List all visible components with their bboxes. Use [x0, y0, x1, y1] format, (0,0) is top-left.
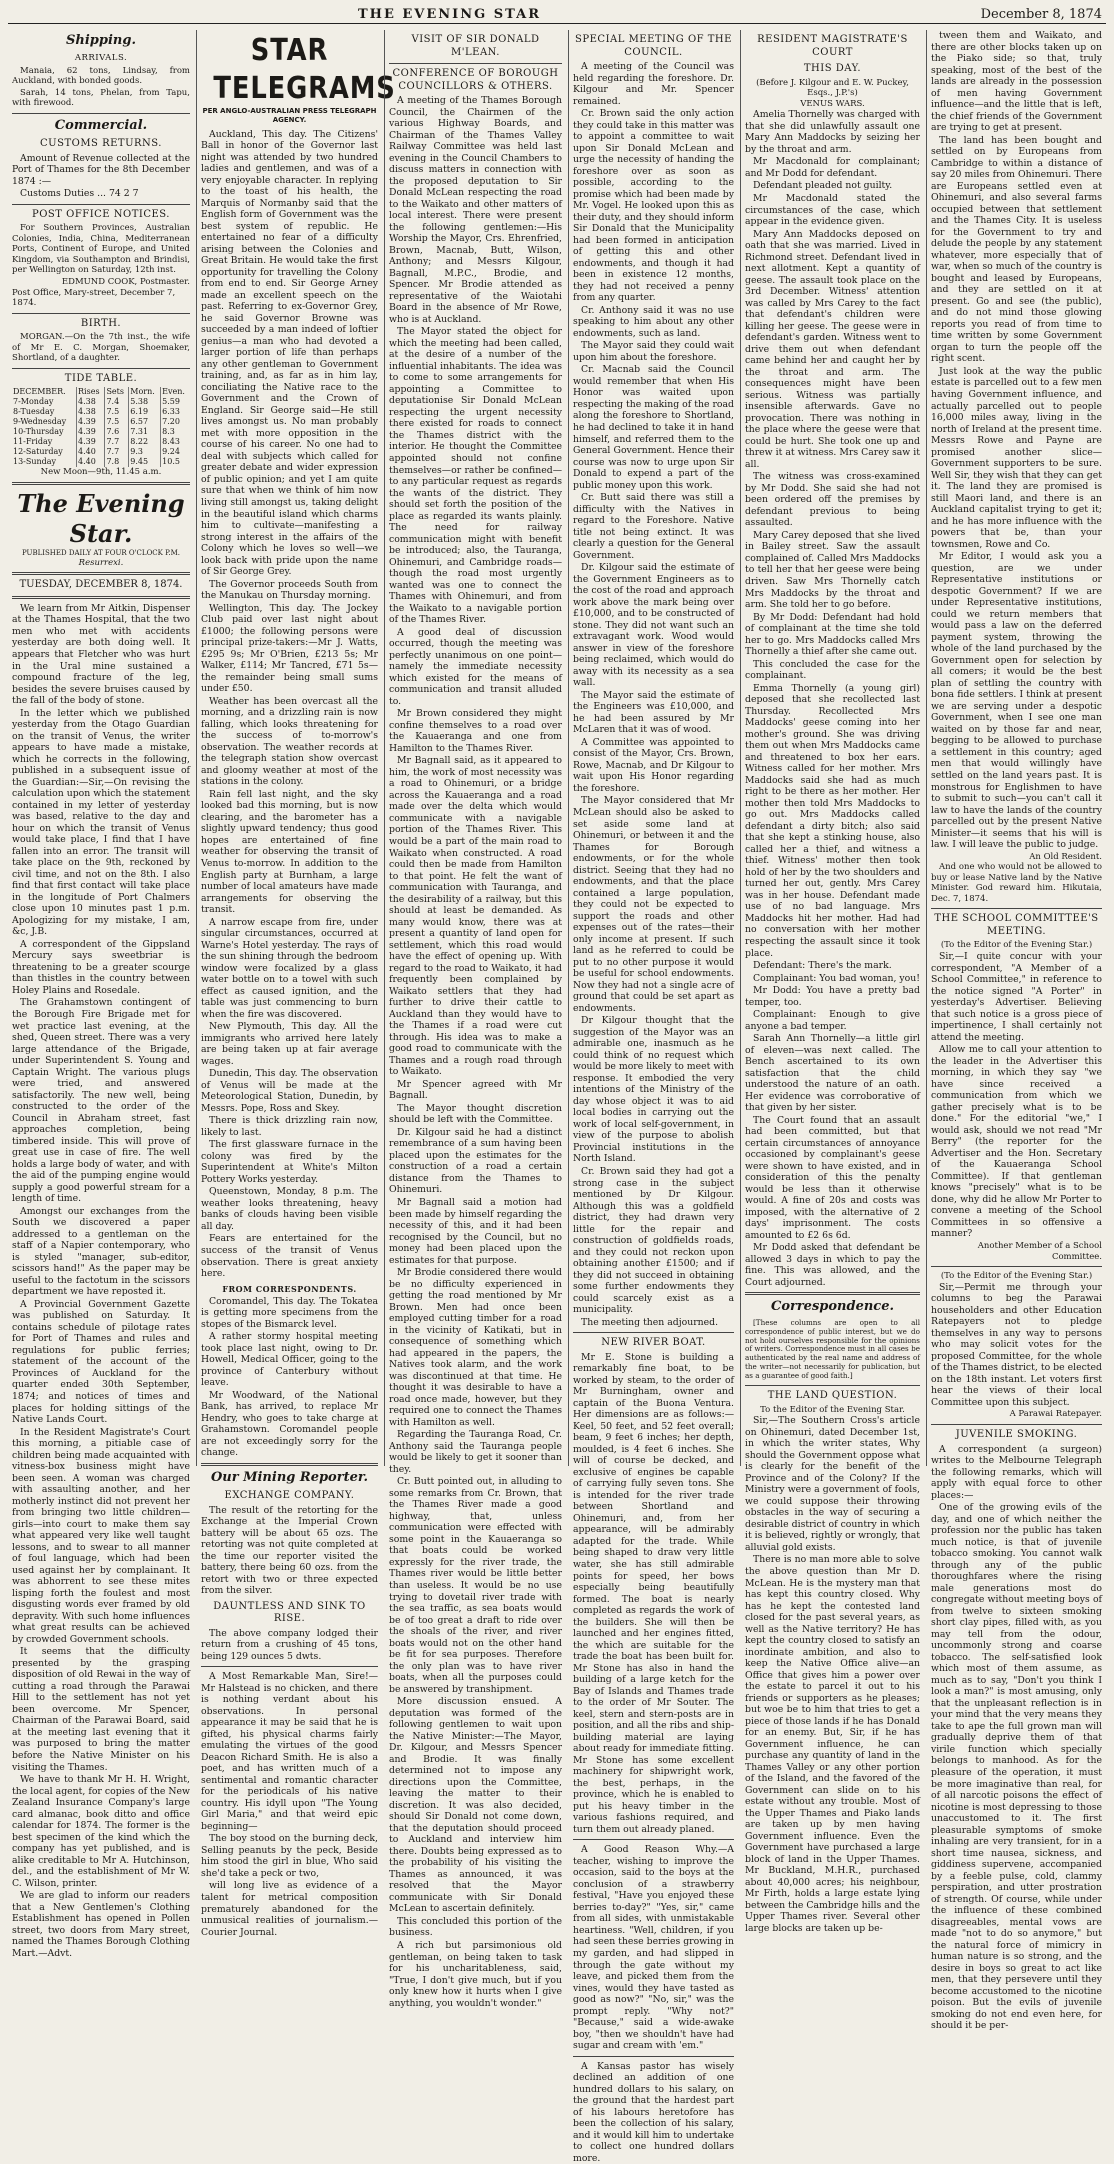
- paragraph: In the Resident Magistrate's Court this morning, a pitiable case of children being made acquainted with vitness-box business might have been seen. A woman was charged with assaulting another, and her motherly instinct did not prevent her from bringing two little children—girls—into court to make them say what appeared very like well taught lessons, and to swear to all manner of foul language, which had been used against her by complainant. It was abhorrent to see these mites lisping forth the foulest and most disgusting words ever framed by old depravity. With such home influences what great results can be achieved by crowded Government schools.: [12, 1426, 190, 1645]
- paragraph: A correspondent (a surgeon) writes to the Melbourne Telegraph the following remarks, which will apply with equal force to other places:—: [931, 1443, 1102, 1501]
- telegrams-title: STAR TELEGRAMS: [213, 33, 396, 106]
- paragraph: Allow me to call your attention to the leader in the Advertiser this morning, in which they say "we have since received a communication from which we gather precisely what is to be done." For the editorial "we," I would ask, should we not read "Mr Berry" (the reporter for the Advertiser and the Hon. Secretary of the Kauaeranga School Committee). If that gentleman knows "precisely" what is to be done, why did he allow Mr Porter to convene a meeting of the School Committees in so offensive a manner?: [931, 1044, 1102, 1240]
- paragraph: The Mayor stated the object for which the meeting had been called, at the desire of a number of the influential inhabitants. The idea was to come to some arrangements for appointing a Committee to deputationise Sir Donald McLean respecting the urgent necessity there existed for roads to connect the Thames district with the interior. He thought the Committee appointed should not confine themselves—or rather be confined—to any particular request as regards the wants of the district. They should set forth the position of the place as regarded its wants plainly. The need for railway communication might with benefit be introduced; also, the Tauranga, Ohinemuri, and Cambridge roads—though the road most urgently wanted was one to connect the Thames with Ohinemuri, and from the Waikato to a navigable portion of the Thames River.: [389, 326, 562, 626]
- tide-cell: 5.38: [129, 397, 161, 407]
- paragraph: Mr Bagnall said, as it appeared to him, the work of most necessity was a road to Ohinemuri, or a bridge across the Kauaeranga and a road made over the delta which would communicate with a navigable portion of the Thames River. This would be a part of the main road to Waikato when constructed. A road could then be made from Hamilton to that point. He felt the want of communication with Tauranga, and the desirability of a railway, but this should at least be demanded. As many would know, there was at present a quantity of land open for settlement, which this road would have the effect of opening up. With regard to the road to Waikato, it had frequently been complained by Waikato settlers that they had further to drive their cattle to Auckland than they would have to the Thames if a road were cut through. His idea was to make a good road to communicate with the Thames and a rough road through to Waikato.: [389, 755, 562, 1078]
- paragraph: Dunedin, This day. The observation of Venus will be made at the Meteorological Station, Dunedin, by Messrs. Pope, Ross and Skey.: [201, 1068, 378, 1114]
- paragraph: It seems that the difficulty presented by the grasping disposition of old Rewai in the way of cutting a road through the Parawai Hill to the settlement has not yet been overcome. Mr Spencer, Chairman of the Parawai Board, said at the meeting last evening that it was purposed to bring the matter before the Native Minister on his visiting the Thames.: [12, 1646, 190, 1773]
- paragraph: Defendant pleaded not guilty.: [753, 180, 893, 192]
- tide-title: TIDE TABLE.: [64, 372, 138, 384]
- tide-row: [12, 437, 190, 447]
- birth-title: BIRTH.: [80, 317, 122, 329]
- tide-cell: 5.59: [161, 397, 190, 407]
- tide-cell: 8-Tuesday: [13, 407, 55, 417]
- paragraph: Complainant: Enough to give anyone a bad temper.: [745, 1009, 920, 1032]
- land-head: THE LAND QUESTION.: [767, 1390, 898, 1402]
- paragraph: Mr Brodie considered there would be no difficulty experienced in getting the road mentioned by Mr Brown. Men had once been employed cutting timber for a road in the vicinity of Katikati, but in consequence of something which had appeared in the papers, the Natives took alarm, and the work was discontinued at that time. He thought it was desirable to have a road once made, however, but they required one to connect the Thames with Hamilton as well.: [389, 1267, 562, 1428]
- arrival-item: Manaia, 62 tons, Lindsay, from Auckland, with bonded goods.: [12, 65, 190, 87]
- paragraph: A correspondent of the Gippsland Mercury says sweetbriar is threatening to be a greater scourge than thistles in the country between Holey Plains and Rosedale.: [12, 938, 190, 996]
- tide-cell: 7.7: [105, 437, 129, 447]
- agency-note: PER ANGLO-AUSTRALIAN PRESS TELEGRAPH AGENCY.: [202, 107, 377, 124]
- paragraph: Cr. Macnab said the Council would remember that when His Honor was waited upon respecting the making of the road along the foreshore to Shortland, he had declined to take it in hand himself, and referred them to the General Government. Hence their course was now to urge upon Sir Donald to expend a part of the public money upon this work.: [573, 364, 734, 491]
- tide-cell: 6.57: [129, 417, 161, 427]
- disclaimer: [These columns are open to all correspondence of public interest, but we do not hold ourselves responsible for the opinions of writers. Correspondence must in all cases be authenticated by the real name and address of the writer—not necessarily for publication, but as a guarantee of good faith.]: [745, 1317, 920, 1381]
- paragraph: The meeting then adjourned.: [581, 1316, 719, 1328]
- paragraph: We learn from Mr Aitkin, Dispenser at the Thames Hospital, that the two men who met with accidents yesterday are both doing well. It appears that Fletcher who was hurt in the Ural mine sustained a compound fracture of the leg, besides the severe bruises caused by the fall of the body of stone.: [12, 602, 190, 707]
- arrival-item: Sarah, 14 tons, Phelan, from Tapu, with firewood.: [12, 87, 190, 109]
- column-4: [568, 30, 738, 2164]
- signature: Another Member of a School Committee.: [977, 1240, 1102, 1262]
- good-reason-text: A Good Reason Why.—A teacher, wishing to improve the occasion, said to the boys at the conclusion of a strawberry festival, "Have you enjoyed these berries to-day?" "Yes, sir," came from all sides, with unmistakable heartiness. "Well, children, if you had seen these berries growing in my garden, and had slipped in through the gate without my leave, and picked them from the vines, would they have tasted as good as now?" "No, sir," was the prompt reply. "Why not?" "Because," said a wide-awake boy, "then we shouldn't have had sugar and cream with 'em.": [573, 1844, 734, 2052]
- kansas-text: A Kansas pastor has wisely declined an addition of one hundred dollars to his salary, on the ground that the hardest part of his labours heretofore has been the collection of his salary, and it would kill him to undertake to collect one hundred dollars more.: [573, 2060, 734, 2164]
- tide-row: [12, 397, 190, 407]
- tide-head-row: [12, 387, 190, 397]
- column-3: [384, 30, 566, 2009]
- juvenile-head: JUVENILE SMOKING.: [955, 1429, 1078, 1441]
- paragraph: Complainant: You bad woman, you!: [753, 972, 920, 984]
- paragraph: The first glassware furnace in the colony was fired by the Superintendent at White's Milton Pottery Works yesterday.: [201, 1139, 378, 1185]
- paragraph: The boy stood on the burning deck, Selling peanuts by the peck, Beside him stood the girl in blue, Who said she'd take a peck or two,: [201, 1833, 378, 1879]
- tide-cell: 8.3: [161, 427, 190, 437]
- col1-body: [12, 603, 190, 1959]
- school2-to: (To the Editor of the Evening Star.): [940, 1271, 1093, 1282]
- paragraph: Sir,—The Southern Cross's article on Ohinemuri, dated December 1st, in which the writer states, Why should the Government oppose what is clearly for the benefit of the Province and of the Colony? If the Ministry were a government of fools, we could suppose their throwing obstacles in the way of securing a desirable district of country in which it is believed, rightly or wrongly, that alluvial gold exists.: [745, 1415, 920, 1553]
- exchange-head: EXCHANGE COMPANY.: [224, 1490, 355, 1502]
- col5-land: [745, 1415, 920, 1934]
- paragraph: Dr Kilgour thought that the suggestion of the Mayor was an admirable one, inasmuch as he could think of no request which would be more likely to meet with response. It embodied the very intentions of the Ministry of the day whose object it was to aid local bodies in carrying out the work of local self-government, in view of the purpose to abolish Provincial institutions in the North Island.: [573, 1015, 734, 1165]
- customs-line: Customs Duties ... 74 2 7: [20, 188, 139, 200]
- paragraph: Amelia Thornelly was charged with that she did unlawfully assault one Mary Ann Maddocks by seizing her by the throat and arm.: [745, 109, 920, 155]
- paragraph: This concluded the case for the complainant.: [745, 658, 920, 682]
- paragraph: Mr Macdonald for complainant; and Mr Dodd for defendant.: [745, 156, 920, 179]
- tide-cell: 7.5: [105, 407, 129, 417]
- dauntless-text: The above company lodged their return from a crushing of 45 tons, being 129 ounces 5 dwts.: [201, 1627, 378, 1662]
- boat-text: Mr E. Stone is building a remarkably fine boat, to be worked by steam, to the order of Mr Burningham, owner and captain of the Buona Ventura. Her dimensions are as follows:—Keel, 50 feet, and 52 feet overall; beam, 9 feet 6 inches; her depth, moulded, is 4 feet 6 inches. She will of course be decked, and exclusive of engines be capable of carrying fully seven tons. She is intended for the river trade between Shortland and Ohinemuri, and, from her appearance, will be admirably adapted for the trade. While being shaped to draw very little water, she has still admirable points for speed, her bows especially being beautifully formed. The boat is nearly completed as regards the work of the builders. She will then be launched and her engines fitted, the which are suitable for the trade the boat has been built for. Mr Stone has also in hand the building of a large ketch for the Bay of Islands and Thames trade to the order of Mr Souter. The keel, stern and stern-posts are in position, and all the ribs and ship-building material are laying about ready for immediate fitting. Mr Stone has some excellent machinery for shipwright work, the best, perhaps, in the province, which he is enabled to put his heavy timber in the various fashions required, and turn them out already planed.: [573, 1351, 734, 1835]
- after-signature: And one who would not be allowed to buy or lease Native land by the Native Minister. God reward him. Hikutaia, Dec. 7, 1874.: [931, 862, 1102, 904]
- col6-juv: [931, 1444, 1102, 2032]
- paragraph: A rather stormy hospital meeting took place last night, owing to Dr. Howell, Medical Officer, going to the province of Canterbury without leave.: [201, 1331, 378, 1389]
- column-6: [926, 30, 1106, 2032]
- tide-cell: 7.4: [105, 397, 129, 407]
- motto: Resurrexi.: [78, 557, 124, 568]
- tide-cell: 9.24: [161, 447, 190, 457]
- tide-cell: 6.19: [129, 407, 161, 417]
- paragraph: A narrow escape from fire, under singular circumstances, occurred at Warne's Hotel yesterday. The rays of the sun shining through the bedroom window were focalized by a glass water bottle on to a towel with such effect as caused ignition, and the table was just commencing to burn when the fire was discovered.: [201, 916, 378, 1020]
- tide-cell: 9.45: [129, 457, 161, 467]
- tide-cell: 4.38: [77, 397, 105, 407]
- paragraph: Mr Editor, I would ask you a question, are we under Representative institutions or despotic Government? If we are under Representative institutions, could we return members that would pass a law on the deferred payment system, throwing the whole of the land purchased by the Government open for selection by all comers; it would be the best plan of settling the country with bona fide settlers. I think at present we are serving under a despotic Government, when I see one man waited on by those far and near, begging to be allowed to purchase a settlement in this country; aged men that would willingly have settled on the land years past. It is monstrous for Englishmen to have to submit to such—you can't call it law to have the lands of the country parcelled out by the present Native Minister—it seems that his will is law. I will leave the public to judge.: [931, 551, 1102, 851]
- col4-body: [573, 61, 734, 1328]
- paragraph: The Mayor thought discretion should be left with the Committee.: [389, 1102, 562, 1126]
- court-before: (Before J. Kilgour and E. W. Puckey, Esqs., J.P.'s): [756, 77, 909, 99]
- paragraph: Mary Ann Maddocks deposed on oath that she was married. Lived in Richmond street. Defendant lived in next allotment. Kept a quantity of geese. The assault took place on the 3rd December. Witness' attention was called by Mrs Carey to the fact that defendant's children were killing her geese. The geese were in defendant's garden. Witness went to drive them out when defendant came behind her and caught her by the throat and arm. The consequences might have been serious. Witness was partially insensible afterwards. Gave no provocation. There was nothing in the place where the geese were that could be hurt. She took one up and threw it at witness. Mrs Carey saw it all.: [745, 228, 920, 470]
- tide-cell: 4.40: [77, 447, 105, 457]
- tide-cell: 4.39: [77, 417, 105, 427]
- exchange-text: The result of the retorting for the Exchange at the Imperial Crown battery will be about 65 ozs. The retorting was not quite completed at the time our reporter visited the battery, there being 60 ozs. from the retort with two or three expected from the silver.: [201, 1504, 378, 1597]
- col5-body: [745, 109, 920, 1288]
- paragraph: Cr. Anthony said it was no use speaking to him about any other endowments, such as land.: [573, 304, 734, 339]
- post-text: For Southern Provinces, Australian Colonies, India, China, Mediterranean Ports, Continent of Europe, and United Kingdom, via Southampton and Brindisi, per Wellington on Saturday, 12th inst.: [12, 223, 190, 276]
- tide-cell: 10.5: [161, 457, 190, 467]
- paragraph: Mr Brown considered they might confine themselves to a road over the Kauaeranga and one from Hamilton to the Thames River.: [389, 708, 562, 754]
- corr-head: FROM CORRESPONDENTS.: [222, 1283, 357, 1294]
- commercial-title: Commercial.: [54, 118, 148, 133]
- conference-head: CONFERENCE OF BOROUGH COUNCILLORS & OTHERS.: [392, 68, 559, 92]
- tide-cell: 7.20: [161, 417, 190, 427]
- signature: An Old Resident.: [1029, 851, 1102, 862]
- school-head: THE SCHOOL COMMITTEE'S MEETING.: [934, 913, 1099, 937]
- column-5: [740, 30, 924, 1934]
- paragraph: A Provincial Government Gazette was published on Saturday. It contains schedule of pilotage rates for Port of Thames and rules and regulations for public ferries; statement of the account of the Provinces of Auckland for the quarter ended 30th September, 1874; and notices of times and places for holding sittings of the Native Lands Court.: [12, 1298, 190, 1426]
- published-note: PUBLISHED DAILY AT FOUR O'CLOCK P.M.: [21, 549, 181, 558]
- tide-row: [12, 427, 190, 437]
- tide-cell: 9.3: [129, 447, 161, 457]
- tide-cell: 4.39: [77, 427, 105, 437]
- tide-head-cell: Rises: [77, 387, 105, 397]
- paragraph: More discussion ensued. A deputation was formed of the following gentlemen to wait upon the Native Minister:—The Mayor, Dr. Kilgour, and Messrs Spencer and Brodie. It was finally determined not to impose any directions upon the Committee, leaving the matter to their discretion. It was also decided, should Sir Donald not come down, that the deputation should proceed to Auckland and interview him there. Doubts being expressed as to the probability of his visiting the Thames as announced, it was resolved that the Mayor communicate with Sir Donald McLean to ascertain definitely.: [389, 1696, 562, 1915]
- paragraph: The Grahamstown contingent of the Borough Fire Brigade met for wet practice last evening, at the shed, Queen street. There was a very large attendance of the Brigade, under Superintendent S. Young and Captain Wright. The various plugs were tried, and answered satisfactorily. The new well, being constructed to the order of the Council in Abraham street, fast approaches completion, being timbered inside. This will prove of great use in case of fire. The well holds a large body of water, and with the aid of the pumping engine would supply a good powerful stream for a length of time.: [12, 997, 190, 1205]
- paragraph: The Court found that an assault had been committed, but that certain circumstances of annoyance occasioned by complainant's geese were shown to have existed, and in consideration of this the penalty would be less than it otherwise would. A fine of 20s and costs was imposed, with the alternative of 2 days' imprisonment. The costs amounted to £2 6s 6d.: [745, 1114, 920, 1241]
- running-date: December 8, 1874: [980, 7, 1102, 22]
- tide-row: [12, 447, 190, 457]
- tide-row: [12, 417, 190, 427]
- paragraph: One of the growing evils of the day, and one of which neither the profession nor the public has taken much notice, is that of juvenile tobacco smoking. You cannot walk through any of the public thoroughfares where the rising male generations most do congregate without meeting boys of from twelve to sixteen smoking short clay pipes, filled with, as you may tell from the odour, uncommonly strong and coarse tobacco. The self-satisfied look which most of them assume, as much as to say, "Don't you think I look a man?" is most amusing, only that the unpleasant reflection is in your mind that the very means they take to ape the full grown man will gradually deprive them of that virile function which specially belongs to manhood. As for the pleasure of the operation, it must be more imaginative than real, for of all narcotic poisons the effect of nicotine is most depressing to those unaccustomed to it. The first pleasurable symptoms of smoke inhaling are very transient, for in a short time nausea, sickness, and giddiness supervene, accompanied by a feeble pulse, cold, clammy perspiration, and utter prostration of strength. Of course, while under the influence of these combined disagreeables, mental vows are made "not to do so anymore," but the natural force of mimicry in human nature is so strong, and the desire in boys so great to act like men, that they persevere until they become accustomed to the nicotine poison. But the evils of juvenile smoking do not end even here, for should it be per-: [931, 1502, 1102, 2032]
- paragraph: Queenstown, Monday, 8 p.m. The weather looks threatening, heavy banks of clouds having been visible all day.: [201, 1186, 378, 1232]
- tide-cell: 11-Friday: [13, 437, 53, 447]
- customs-title: CUSTOMS RETURNS.: [40, 138, 162, 150]
- tide-head-cell: DECEMBER.: [13, 387, 66, 397]
- signature: A Parawai Ratepayer.: [1009, 1409, 1102, 1420]
- post-sign: EDMUND COOK, Postmaster.: [61, 276, 190, 287]
- paragraph: will long live as evidence of a talent for metrical composition prematurely abandoned for the unmusical realities of journalism.—Courier Journal.: [201, 1880, 378, 1938]
- paragraph: Fears are entertained for the success of the transit of Venus observation. There is great anxiety here.: [201, 1233, 378, 1280]
- paragraph: The Mayor said they could wait upon him about the foreshore.: [573, 340, 734, 363]
- tide-cell: 10-Thursday: [13, 427, 64, 437]
- paragraph: tween them and Waikato, and there are other blocks taken up on the Piako side; so that, truly speaking, most of the best of the lands are already in the possession of men having Government influence—and the little that is left, the chief friends of the Government are trying to get at present.: [931, 30, 1102, 134]
- paragraph: The Mayor said the estimate of the Engineers was £10,000, and he had been assured by Mr McLaren that it was of wood.: [573, 689, 734, 736]
- tide-cell: 8.22: [129, 437, 161, 447]
- paragraph: A Committee was appointed to consist of the Mayor, Crs. Brown, Rowe, Macnab, and Dr Kilgour to wait upon His Honor regarding the foreshore.: [573, 736, 734, 794]
- dateline: TUESDAY, DECEMBER 8, 1874.: [19, 579, 183, 591]
- column-1: [8, 30, 194, 1959]
- special-meeting-head: SPECIAL MEETING OF THE COUNCIL.: [575, 34, 732, 58]
- paragraph: Just look at the way the public estate is parcelled out to a few men having Government influence, and actually parcelled out to people 16,000 miles away, living in the north of Ireland at the present time. Messrs Rowe and Payne are promised another slice—Government supporters to be sure. Well Sir, they wish that they can get it. The land they are promised is still Maori land, and there is an Auckland capitalist trying to get it; and he has more influence with the powers that be, than your townsmen, Rowe and Co.: [931, 365, 1102, 550]
- paragraph: Cr. Butt said there was still a difficulty with the Natives in regard to the Foreshore. Native title not being extinct. It was clearly a question for the General Government.: [573, 492, 734, 561]
- venus-wars: VENUS WARS.: [800, 98, 865, 109]
- tide-cell: 12-Saturday: [13, 447, 63, 457]
- tide-row: [12, 407, 190, 417]
- paragraph: A Most Remarkable Man, Sire!—Mr Halstead is no chicken, and there is nothing verdant about his observations. In personal appearance it may be said that he is gifted, his physical charms fairly emulating the virtues of the good Deacon Richard Smith. He is also a poet, and has written much of a sentimental and romantic character for the periodicals of his native country. His idyll upon "The Young Girl Maria," and that weird epic beginning—: [201, 1671, 378, 1832]
- mining-title: Our Mining Reporter.: [210, 1469, 369, 1485]
- paragraph: Weather has been overcast all the morning, and a drizzling rain is now falling, which looks threatening for the success of to-morrow's observation. The weather records at the telegraph station show overcast and gloomy weather at most of the stations in the colony.: [201, 695, 378, 788]
- post-title: POST OFFICE NOTICES.: [32, 208, 170, 220]
- paper-title: The Evening Star.: [17, 489, 185, 549]
- tide-cell: 8.43: [161, 437, 190, 447]
- paragraph: A meeting of the Thames Borough Council, the Chairmen of the various Highway Boards, and Chairman of the Thames Valley Railway Committee was held last evening in the Council Chambers to discuss matters in connection with the proposed deputation to Sir Donald McLean respecting the road to the Waikato and other matters of local interest. There were present the following gentlemen:—His Worship the Mayor, Crs. Ehrenfried, Brown, Macnab, Butt, Wilson, Anthony; and Messrs Kilgour, Bagnall, M.P.C., Brodie, and Spencer. Mr Brodie attended as representative of the Waiotahi Board in the absence of Mr Rowe, who is at Auckland.: [389, 95, 562, 325]
- paragraph: The witness was cross-examined by Mr Dodd. She said she had not been ordered off the premises by defendant previous to being assaulted.: [745, 471, 920, 529]
- tide-head-cell: Even.: [161, 387, 190, 397]
- school2-text: Sir,—Permit me through your columns to beg the Parawai householders and other Education Ratepayers not to pledge themselves in any way to persons who may solicit votes for the proposed Committee, for the whole of the Thames district, to be elected on the 18th instant. Let voters first hear the views of their local Committee upon this subject.: [931, 1281, 1102, 1408]
- col2-corr: [201, 1296, 378, 1459]
- paragraph: There is thick drizzling rain now, likely to last.: [201, 1115, 378, 1138]
- tide-cell: 7-Monday: [13, 397, 54, 407]
- col6-body: [931, 30, 1102, 851]
- paragraph: Emma Thornelly (a young girl) deposed that she recollected last Thursday. Recollected Mrs Maddocks' geese coming into her mother's ground. She was driving them out when Mrs Maddocks came and threatened to box her ears. Witness called for her mother. Mrs Maddocks said she had as much right to be there as her mother. Her mother then told Mrs Maddocks to go out. Mrs Maddocks called defendant a dirty bitch; also said that she kept a stinking house, also called her a thief, and witness a thief. Witness' mother then took hold of her by the two shoulders and turned her out, gently. Mrs Carey was in her house. Defendant made use of no bad language. Mrs Maddocks hit her mother. Had had no conversation with her mother respecting the assault since it took place.: [745, 682, 920, 959]
- paragraph: Defendant: There's the mark.: [753, 960, 892, 972]
- tide-cell: 4.38: [77, 407, 105, 417]
- birth-text: MORGAN.—On the 7th inst., the wife of Mr E. C. Morgan, Shoemaker, Shortland, of a daughter.: [12, 332, 190, 364]
- paragraph: Auckland, This day. The Citizens' Ball in honor of the Governor last night was attended by two hundred ladies and gentlemen, and was of a very enjoyable character. In replying to the toast of his health, the Marquis of Normanby said that the English form of Government was the best system of republic. He entertained no fear of a difficulty arising between the Colonies and Great Britain. He would take the first opportunity for travelling the Colony from end to end. Sir George Arney made an excellent speech on the past. Referring to ex-Governor Grey, he said Governor Browne was succeeded by a man indeed of loftier genius—a man who had devoted a larger portion of life than perhaps any other gentleman to Government training, and, as far as in him lay, conciliating the Native race to the Government and the Crown of England. Sir George said—He still lives amongst us. No man probably met with more opposition in the course of his career. No one had to deal with subjects which called for greater debate and wider expression of public opinion; and yet I am quite sure that when we think of him now living still amongst us, taking delight in the beautiful island which charms him to cultivate—manifesting a strong interest in the affairs of the Colony which he loves so well—we look back with pride upon the name of Sir George Grey.: [201, 128, 378, 578]
- paragraph: Dr. Kilgour said he had a distinct remembrance of a sum having been placed upon the estimates for the construction of a road a certain distance from the Thames to Ohinemuri.: [389, 1126, 562, 1196]
- arrivals-label: ARRIVALS.: [74, 53, 128, 64]
- paragraph: Wellington, This day. The Jockey Club paid over last night about £1000; the following persons were principal prize-takers:—Mr J. Watts, £295 9s; Mr O'Brien, £213 5s; Mr Walker, £114; Mr Tancred, £71 5s—the remainder being small sums under £50.: [201, 602, 378, 695]
- tide-head-cell: Sets: [105, 387, 129, 397]
- tide-cell: 4.39: [77, 437, 105, 447]
- paragraph: A good deal of discussion occurred, though the meeting was perfectly unanimous on one point—namely the immediate necessity which existed for the means of communication and transit alluded to.: [389, 626, 562, 707]
- post-office: Post Office, Mary-street, December 7, 1874.: [12, 287, 176, 309]
- tide-head-cell: Morn.: [129, 387, 161, 397]
- visit-head: VISIT OF SIR DONALD M'LEAN.: [411, 34, 540, 58]
- paragraph: Mary Carey deposed that she lived in Bailey street. Saw the assault complained of. Called Mrs Maddocks to tell her that her geese were being driven. Saw Mrs Thornelly catch Mrs Maddocks by the throat and arm. She told her to go before.: [745, 529, 920, 611]
- shipping-title: Shipping.: [66, 33, 136, 48]
- paragraph: Coromandel, This day. The Tokatea is getting more specimens from the stopes of the Bismarck level.: [201, 1295, 378, 1330]
- tide-cell: 9-Wednesday: [13, 417, 67, 427]
- paragraph: Mr Dodd asked that defendant be allowed 3 days in which to pay the fine. This was allowed, and the Court adjourned.: [745, 1242, 920, 1288]
- paragraph: Mr Spencer agreed with Mr Bagnall.: [389, 1078, 562, 1102]
- tide-cell: 7.6: [105, 427, 129, 437]
- paragraph: A meeting of the Council was held regarding the foreshore. Dr. Kilgour and Mr. Spencer remained.: [573, 61, 734, 107]
- paragraph: Rain fell last night, and the sky looked bad this morning, but is now clearing, and the barometer has a slightly upward tendency; thus good hopes are entertained of fine weather for observing the transit of Venus to-morrow. In addition to the English party at Burnham, a large number of local amateurs have made arrangements for observing the transit.: [201, 788, 378, 916]
- paragraph: Amongst our exchanges from the South we discovered a paper addressed to a gentleman on the staff of a Napier contemporary, who is styled "manager, sub-editor, scissors hand!" As the paper may be useful to the factotum in the scissors department we have reposted it.: [12, 1205, 190, 1298]
- paragraph: Mr Macdonald stated the circumstances of the case, which appear in the evidence given.: [745, 192, 920, 228]
- school-to: (To the Editor of the Evening Star.): [940, 940, 1093, 951]
- paragraph: Mr Woodward, of the National Bank, has arrived, to replace Mr Hendry, who goes to take charge at Grahamstown. Coromandel people are not exceedingly sorry for the change.: [201, 1389, 378, 1459]
- paragraph: Mr Dodd: You have a pretty bad temper, too.: [745, 985, 920, 1008]
- tide-cell: 6.33: [161, 407, 190, 417]
- tide-row: [12, 457, 190, 467]
- paragraph: There is no man more able to solve the above question than Mr D. McLean. He is the mystery man that has kept this country closed. Why has he kept the contested land closed for the past several years, as well as the Native territory? He has kept the country closed to satisfy an inordinate ambition, and also to keep the Native Office alive—an Office that gives him a power over the estate to parcel it out to his friends or supporters as he pleases; but woe be to him that tries to get a piece of those lands if he has Donald for an enemy. But, Sir, if he has Government influence, he can purchase any quantity of land in the Thames Valley or any other portion of the Island, and the favored of the Government can slide on to his estate without any trouble. Most of the Upper Thames and Piako lands are taken up by men having Government influence. Even the Government have purchased a large block of land in the Upper Thames. Mr Buckland, M.H.R., purchased about 40,000 acres; his neighbour, Mr Firth, holds a large estate lying between the Cambridge hills and the Upper Thames river. Several other large blocks are taken up be-: [745, 1554, 920, 1934]
- land-to: To the Editor of the Evening Star.: [760, 1404, 905, 1415]
- paragraph: By Mr Dodd: Defendant had hold of complainant at the time she told her to go. Mrs Maddocks called Mrs Thornelly a thief after she came out.: [745, 611, 920, 658]
- correspondence-title: Correspondence.: [770, 1299, 895, 1315]
- paragraph: The land has been bought and settled on by Europeans from Cambridge to within a distance of say 20 miles from Ohinemuri. There are Europeans settled even at Ohinemuri, and also several farms occupied between that settlement and the Thames City. It is useless for the Government to try and delude the people by any statement whatever, more especially that of war, when so much of the country is bought and leased by Europeans, and they are settled on it at present. Go and see (the public), and do not mind those glowing reports you read of from time to time written by some Government organ to turn the people off the right scent.: [931, 134, 1102, 365]
- court-head: RESIDENT MAGISTRATE'S COURT: [757, 34, 908, 58]
- col3-body: [389, 95, 562, 2009]
- tide-cell: 13-Sunday: [13, 457, 57, 467]
- customs-text: Amount of Revenue collected at the Port of Thames for the 8th December 1874 :—: [12, 152, 190, 187]
- dauntless-head: DAUNTLESS AND SINK TO RISE.: [213, 1600, 366, 1625]
- paragraph: Cr. Brown said they had got a strong case in the subject mentioned by Dr Kilgour. Although this was a goldfield district, they had drawn very little for the repair and construction of goldfields roads, and they could not reckon upon obtaining another £1500; and if they did not succeed in obtaining some further endowments they could scarcely exist as a municipality.: [573, 1165, 734, 1316]
- tide-cell: 7.5: [105, 417, 129, 427]
- running-header: [8, 6, 1106, 24]
- paragraph: Mr Bagnall said a motion had been made by himself regarding the necessity of this, and it had been recognised by the Council, but no money had been placed upon the estimates for that purpose.: [389, 1196, 562, 1266]
- column-2: [196, 30, 396, 1938]
- col2-remark: [201, 1671, 378, 1938]
- paragraph: New Plymouth, This day. All the immigrants who arrived here lately are being taken up at fair average wages.: [201, 1021, 378, 1067]
- paragraph: We have to thank Mr H. H. Wright, the local agent, for copies of the New Zealand Insurance Company's large card almanac, book ditto and office calendar for 1874. The former is the best specimen of the kind which the company has yet published, and is alike creditable to Mr A. Hutchinson, del., and the establishment of Mr W. C. Wilson, printer.: [12, 1774, 190, 1889]
- paragraph: Regarding the Tauranga Road, Cr. Anthony said the Tauranga people would be likely to get it sooner than they.: [389, 1429, 562, 1475]
- paragraph: The Mayor considered that Mr McLean should also be asked to set aside some land at Ohinemuri, or between it and the Thames for Borough endowments, or for the whole district. Seeing that they had no endowments, and that the place contained a large population, they could not be expected to support the roads and other expenses out of the rates—their only income at present. If such land as he referred to could be put to no other purpose it would be useful for school endowments. Now they had not a single acre of ground that could be set apart as endowments.: [573, 795, 734, 1014]
- court-day: THIS DAY.: [803, 63, 862, 74]
- paragraph: The Governor proceeds South from the Manukau on Thursday morning.: [201, 578, 378, 602]
- moon-note: New Moon—9th, 11.45 a.m.: [40, 467, 162, 478]
- paragraph: Dr. Kilgour said the estimate of the Government Engineers as to the cost of the road and approach work above the mark being over £10,000, and to be constructed of stone. They did not want such an extravagant work. Wood would answer in view of the foreshore being reclaimed, which would do away with its necessity as a sea wall.: [573, 562, 734, 689]
- paragraph: A rich but parsimonious old gentleman, on being taken to task for his uncharitableness, said, "True, I don't give much, but if you only knew how it hurts when I give anything, you wouldn't wonder.": [389, 1939, 562, 2009]
- tide-cell: 7.8: [105, 457, 129, 467]
- col2-body: [201, 129, 378, 1280]
- paragraph: Cr. Brown said the only action they could take in this matter was to appoint a committee to wait upon Sir Donald McLean and urge the necessity of handing the foreshore over as soon as possible, according to the promise which had been made by Mr. Vogel. He looked upon this as their duty, and they should inform Sir Donald that the Municipality had been formed in anticipation of getting this and other endowments, and though it had been in existence 12 months, they had not received a penny from any quarter.: [573, 108, 734, 304]
- paragraph: In the letter which we published yesterday from the Otago Guardian on the transit of Venus, the writer appears to have made a mistake, which he corrects in the following, published in a subsequent issue of the Guardian:—Sir,—On revising the calculation upon which the statement contained in my letter of yesterday was based, relative to the day and hour on which the transit of Venus would take place, I find that I have fallen into an error. The transit will take place on the 9th, reckoned by civil time, and not on the 8th. I also find that first contact will take place in the longitude of Port Chalmers close upon 10 minutes past 1 p.m. Apologizing for my mistake, I am, &c, J.B.: [12, 707, 190, 938]
- tide-cell: 7.7: [105, 447, 129, 457]
- tide-cell: 7.31: [129, 427, 161, 437]
- paragraph: We are glad to inform our readers that a New Gentlemen's Clothing Establishment has opened in Pollen street, two doors from Mary street, named the Thames Borough Clothing Mart.—Advt.: [12, 1890, 190, 1959]
- tide-cell: 4.40: [77, 457, 105, 467]
- tide-table: [12, 387, 190, 467]
- boat-head: NEW RIVER BOAT.: [601, 1337, 706, 1349]
- paragraph: This concluded this portion of the business.: [389, 1915, 562, 1939]
- col6-school: [931, 951, 1102, 1240]
- paragraph: Sir,—I quite concur with your correspondent, "A Member of a School Committee," in reference to the notice signed "A Porter" in yesterday's Advertiser. Believing that such notice is a gross piece of impertinence, I shall certainly not attend the meeting.: [931, 950, 1102, 1043]
- paragraph: Cr. Butt pointed out, in alluding to some remarks from Cr. Brown, that the Thames River made a good highway, that, unless communication were effected with some point in the Kauaeranga so that boats could be worked expressly for the river trade, the Thames river would be little better than useless. It would be no use trying to dovetail river trade with the sea traffic, as sea boats would be of too great a draft to ride over the shoals of the river, and river boats would not on the other hand be fit for sea purposes. Therefore the only plan was to have river boats, when all the purposes could be answered by transhipment.: [389, 1476, 562, 1695]
- paragraph: Sarah Ann Thornelly—a little girl of eleven—was next called. The Bench ascertained to its own satisfaction that the child understood the nature of an oath. Her evidence was corroborative of that given by her sister.: [745, 1033, 920, 1114]
- running-title: THE EVENING STAR: [358, 7, 542, 22]
